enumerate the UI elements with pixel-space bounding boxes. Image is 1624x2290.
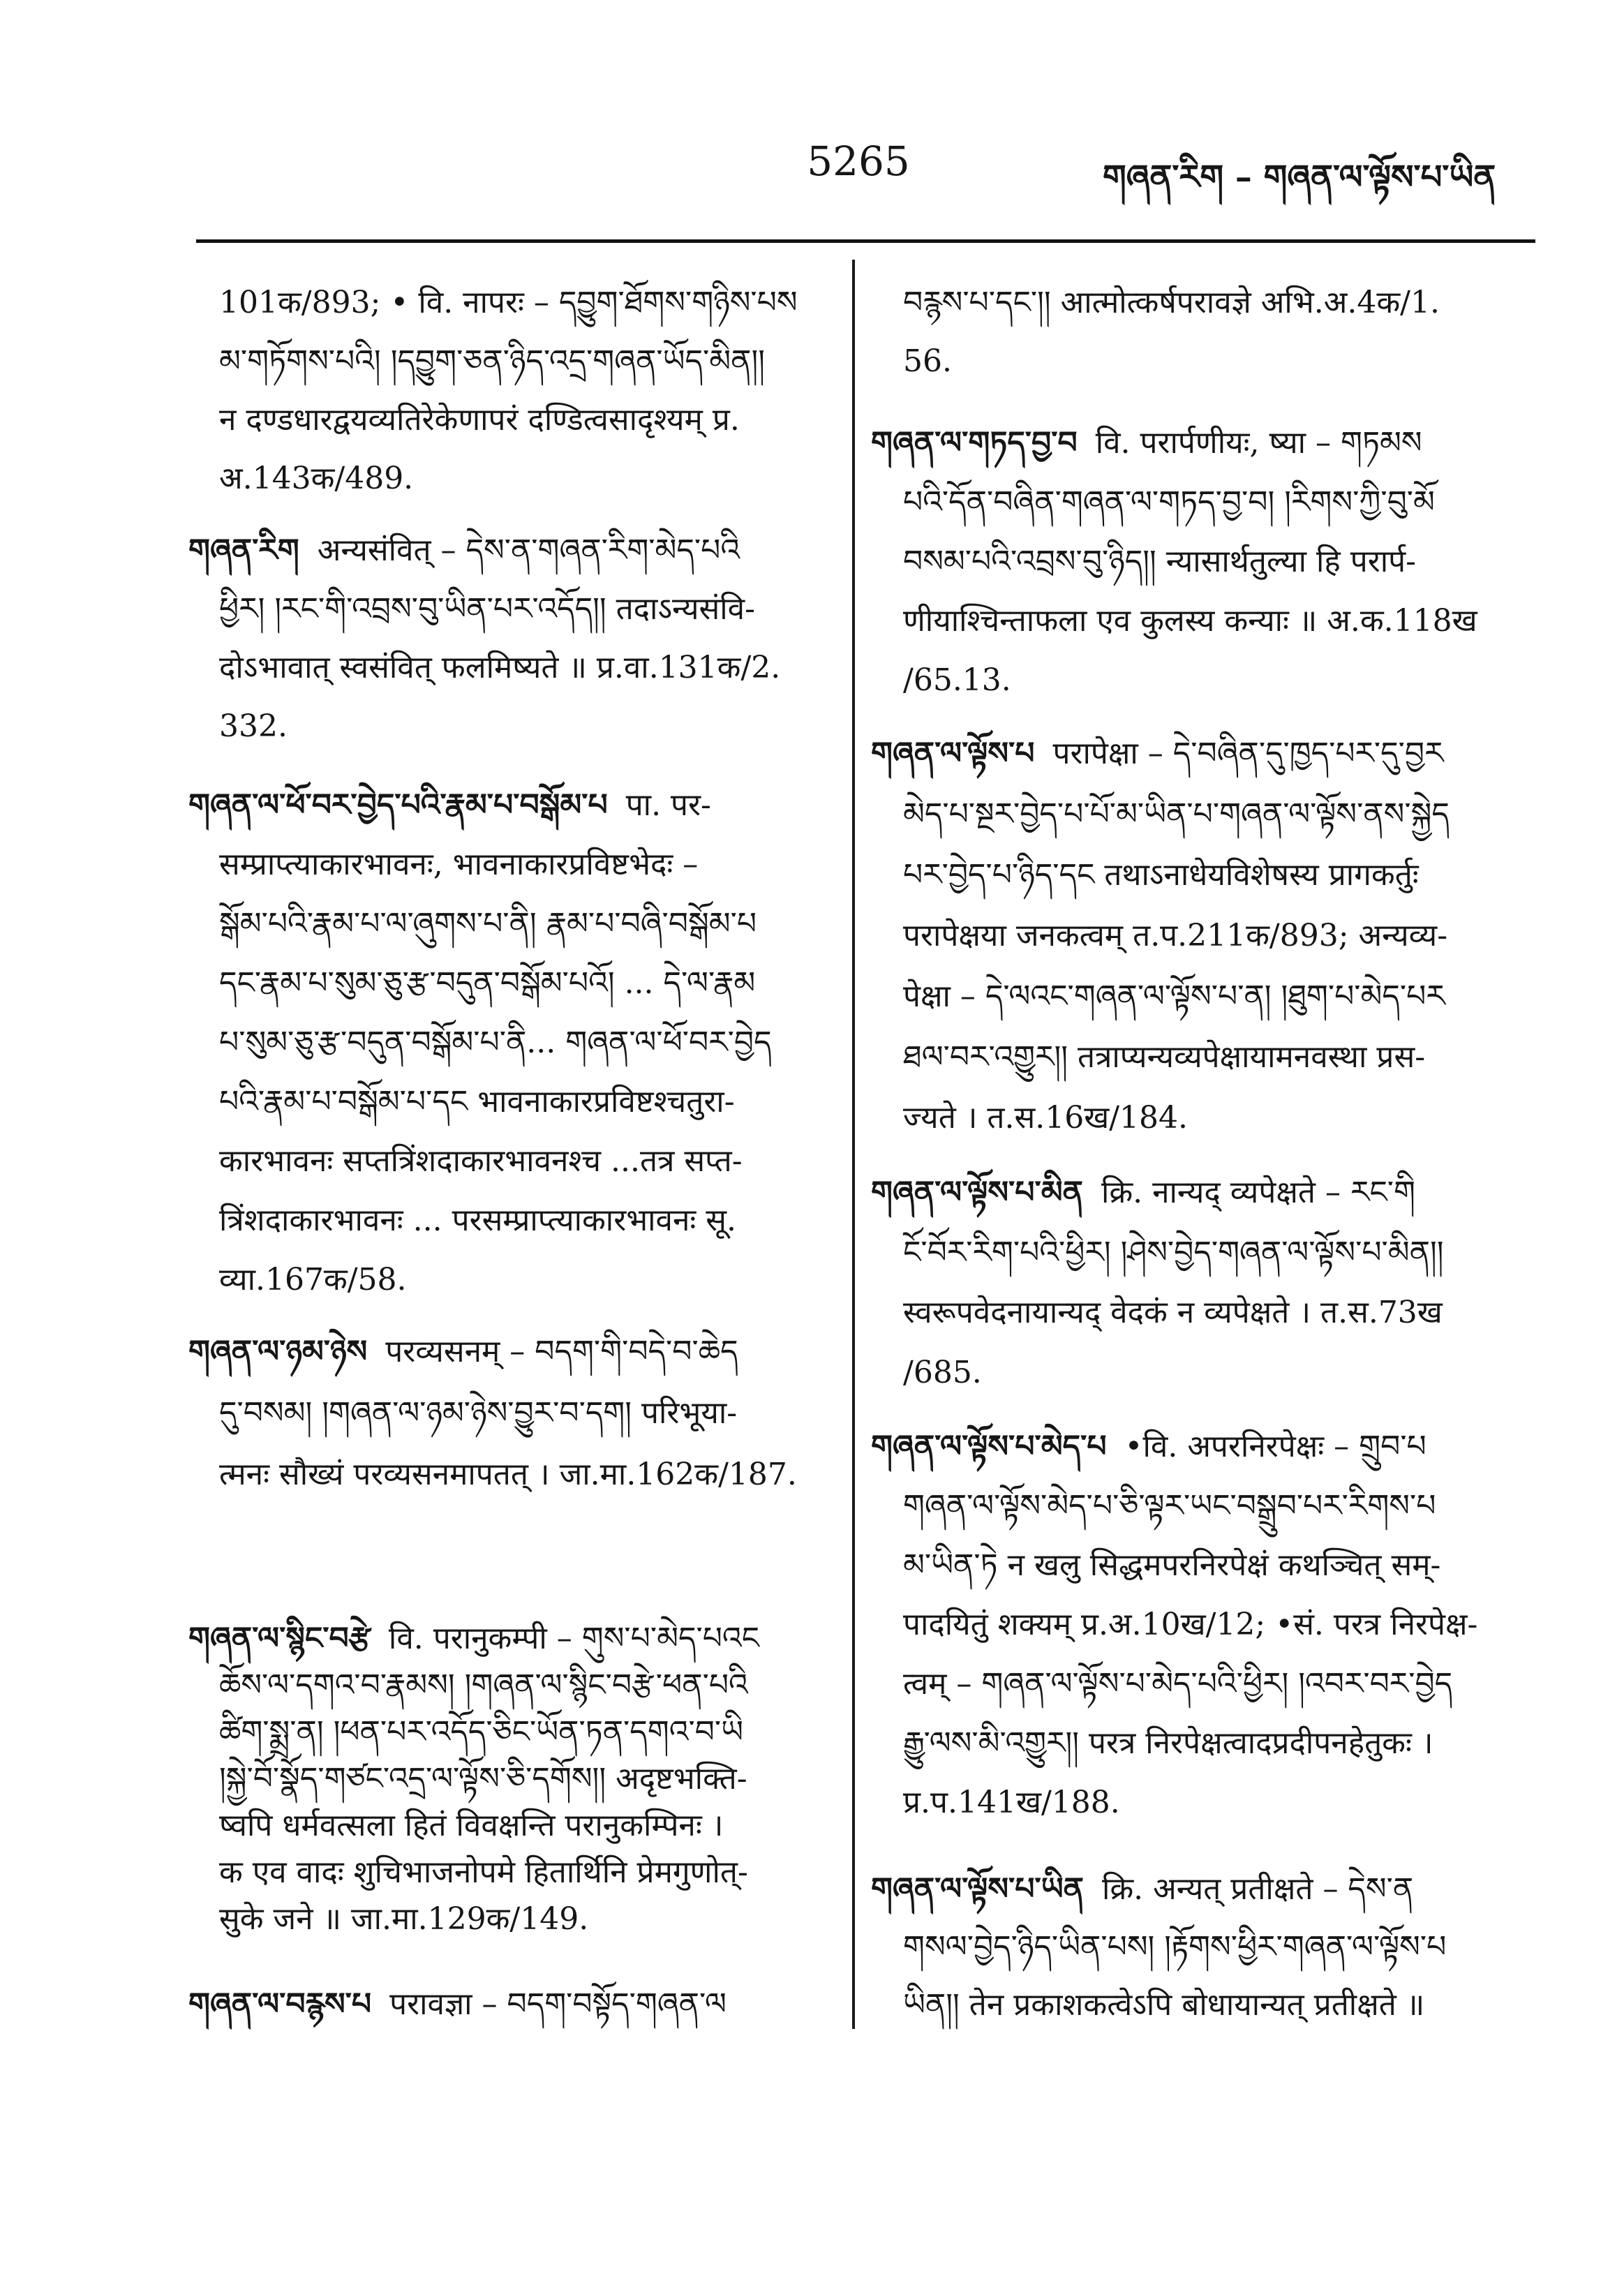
entry-text-line: सुके जने ॥ जा.मा.129क/149.	[219, 1901, 589, 1937]
entry-headword: གཞན་ལ་བརྙས་པ	[188, 1986, 372, 2022]
dictionary-entry	[871, 413, 1535, 710]
entry-text: अन्यसंवित् – དེས་ན་གཞན་རིག་མེད་པའི	[317, 533, 740, 568]
dictionary-entry	[871, 1163, 1535, 1403]
dictionary-entry	[188, 1975, 830, 2034]
entry-text: पा. पर-	[625, 787, 711, 823]
entry-text-line: सम्प्राप्त्याकारभावनः, भावनाकारप्रविष्टभेदः –	[219, 847, 699, 882]
dictionary-entry-continued	[871, 274, 1535, 391]
entry-text-line: ངོ་བོར་རིག་པའི་ཕྱིར། །ཤེས་བྱེད་གཞན་ལ་ལྟོས་པ་མིན།།	[903, 1235, 1444, 1270]
dictionary-entry	[188, 1321, 830, 1505]
entry-text-line: 56.	[903, 343, 952, 379]
entry-headword: གཞན་ལ་ལྟོས་པ	[871, 736, 1035, 771]
entry-text-line: पेक्षा – དེ་ལའང་གཞན་ལ་ལྟོས་པ་ན། །ཐུག་པ་མེད་པར	[903, 979, 1445, 1014]
entry-text-line: པའི་རྣམ་པ་བསྒོམ་པ་དང भावनाकारप्रविष्टश्चतुरा-	[219, 1084, 735, 1120]
dictionary-entry-continued	[188, 274, 830, 508]
entry-text: क्रि. नान्यद् व्यपेक्षते – རང་གི	[1101, 1175, 1415, 1210]
entry-first-line	[188, 1975, 830, 2034]
entry-text-line: གསལ་བྱེད་ཉིད་ཡིན་པས། །རྟོགས་ཕྱིར་གཞན་ལ་ལྟོས་པ	[903, 1929, 1447, 1965]
entry-headword: གཞན་ལ་ལྟོས་པ་ཡིན	[871, 1871, 1084, 1907]
entry-first-line	[871, 1163, 1535, 1223]
entry-text-line: ཆོས་ལ་དགའ་བ་རྣམས། །གཞན་ལ་སྙིང་བརྩེ་ཕན་པའི	[219, 1667, 748, 1703]
entry-text-line: न दण्डधारद्वयव्यतिरेकेणापरं दण्डित्वसादृश्यम् प्र.	[219, 402, 740, 438]
entry-text-line: प्र.प.141ख/188.	[903, 1785, 1120, 1820]
entry-text-line: ष्वपि धर्मवत्सला हितं विवक्षन्ति परानुकम्पिनः ।	[219, 1808, 724, 1843]
page-number: 5265	[807, 137, 910, 185]
entry-headword: གཞན་ལ་ལྟོས་པ་མེད་པ	[871, 1429, 1107, 1464]
entry-text-line: णीयाश्चिन्ताफला एव कुलस्य कन्याः ॥ अ.क.118ख	[903, 603, 1477, 639]
entry-first-line	[188, 1321, 830, 1383]
column-divider	[852, 260, 855, 2029]
entry-text-line: 332.	[219, 708, 288, 744]
entry-text-line: དང་རྣམ་པ་སུམ་ཅུ་རྩ་བདུན་བསྒོམ་པའོ། ... དེ་ལ་རྣམ	[219, 965, 756, 1001]
entry-text-line: /65.13.	[903, 662, 1011, 698]
entry-first-line	[871, 1860, 1535, 1918]
entry-text-line: མ་གཏོགས་པའི། །དབྱུག་ཅན་ཉིད་འདྲ་གཞན་ཡོད་མིན།།	[219, 343, 766, 379]
entry-text-line: त्मनः सौख्यं परव्यसनमापतत् । जा.मा.162क/187.	[219, 1457, 797, 1492]
entry-text-line: अ.143क/489.	[219, 461, 414, 496]
entry-headword: གཞན་ལ་ཕོ་བར་བྱེད་པའི་རྣམ་པ་བསྒོམ་པ	[188, 787, 608, 823]
entry-text-line: མ་ཡིན་ཏེ न खलु सिद्धमपरनिरपेक्षं कथञ्चित् सम्-	[903, 1547, 1441, 1583]
entry-text-line: /685.	[903, 1355, 982, 1390]
entry-text: परावज्ञा – བདག་བསྟོད་གཞན་ལ	[389, 1986, 727, 2022]
entry-first-line	[188, 1615, 830, 1662]
entry-text-line: स्वरूपवेदनायान्यद् वेदकं न व्यपेक्षते । त.स.73ख	[903, 1295, 1443, 1330]
entry-text-line: त्रिंशदाकारभावनः ... परसम्प्राप्त्याकारभावनः सू.	[219, 1203, 737, 1238]
entry-text-line: པའི་དོན་བཞིན་གཞན་ལ་གཏད་བྱ་བ། །རིགས་ཀྱི་བུ་མོ	[903, 484, 1435, 520]
entry-text-line: པར་བྱེད་པ་ཉིད་དང तथाऽनाधेयविशेषस्य प्रागकर्तुः	[903, 857, 1419, 893]
entry-text-line: སྒོམ་པའི་རྣམ་པ་ལ་ཞུགས་པ་ནི། རྣམ་པ་བཞི་བསྒོམ་པ	[219, 906, 757, 942]
entry-headword: གཞན་ལ་གཏད་བྱ་བ	[871, 425, 1078, 461]
entry-headword: གཞན་ལ་སྙིང་བརྩེ	[188, 1621, 371, 1656]
header-rule	[196, 239, 1535, 243]
entry-text-line: दोऽभावात् स्वसंवित् फलमिष्यते ॥ प्र.वा.131क/2.	[219, 650, 781, 685]
entry-text-line: དུ་བསམ། །གཞན་ལ་ཉམ་ཉེས་བྱུར་བ་དག། परिभूया-	[219, 1395, 738, 1431]
entry-text-line: ज्यते । त.स.16ख/184.	[903, 1100, 1188, 1136]
dictionary-entry	[871, 1860, 1535, 2034]
entry-text: वि. परानुकम्पी – གུས་པ་མེད་པའང	[388, 1621, 760, 1656]
entry-first-line	[188, 775, 830, 835]
entry-text-line: पादयितुं शक्यम् प्र.अ.10ख/12; •सं. परत्र निरपेक्ष-	[903, 1607, 1478, 1642]
entry-text-line: ཚིག་སྨྲ་ན། །ཕན་པར་འདོད་ཅིང་ཡོན་ཏན་དགའ་བ་ཡི	[219, 1714, 744, 1750]
entry-headword: གཞན་ལ་ལྟོས་པ་མིན	[871, 1175, 1083, 1210]
entry-text-line: བསམ་པའི་འབྲས་བུ་ཉིད།། न्यासार्थतुल्या हि परार्प-	[903, 544, 1416, 579]
entry-first-line	[871, 1417, 1535, 1476]
entry-text-line: परापेक्षया जनकत्वम् त.प.211क/893; अन्यव्य-	[903, 918, 1448, 953]
entry-text-line: ཡིན།། तेन प्रकाशकत्वेऽपि बोधायान्यत् प्रतीक्षते ॥	[903, 1987, 1425, 2023]
entry-text-line: व्या.167क/58.	[219, 1262, 407, 1298]
entry-text-line: མེད་པ་སྔར་བྱེད་པ་པོ་མ་ཡིན་པ་གཞན་ལ་ལྟོས་ནས་སྐྱེད	[903, 796, 1450, 832]
dictionary-entry	[188, 521, 830, 756]
entry-text-line: གཞན་ལ་ལྟོས་མེད་པ་ཅི་ལྟར་ཡང་བསྒྲུབ་པར་རིགས་པ	[903, 1488, 1436, 1524]
entry-text-line: །སྐྱེ་བོ་སྣོད་གཙང་འདྲ་ལ་ལྟོས་ཅི་དགོས།། अदृष्टभक्ति-	[219, 1761, 747, 1797]
dictionary-entry	[871, 723, 1535, 1148]
entry-headword: གཞན་རིག	[188, 533, 299, 568]
entry-text-line: རྒྱུ་ལས་མི་འགྱུར།། परत्र निरपेक्षत्वादप्रदीपनहेतुकः ।	[903, 1725, 1433, 1761]
entry-text: क्रि. अन्यत् प्रतीक्षते – དེས་ན	[1101, 1871, 1414, 1907]
entry-headword: གཞན་ལ་ཉམ་ཉེས	[188, 1334, 368, 1369]
dictionary-entry	[871, 1417, 1535, 1832]
entry-text-line: ཐལ་བར་འགྱུར།། तत्राप्यन्यव्यपेक्षायामनवस्था प्रस-	[903, 1039, 1426, 1075]
entry-text: परापेक्षा – དེ་བཞིན་དུ་ཁྱད་པར་དུ་བྱར	[1052, 736, 1444, 771]
entry-first-line	[871, 413, 1535, 473]
dictionary-entry	[188, 775, 830, 1309]
entry-text: •वि. अपरनिरपेक्षः – གྲུབ་པ	[1124, 1429, 1426, 1464]
entry-text-line: त्वम् – གཞན་ལ་ལྟོས་པ་མེད་པའི་ཕྱིར། །འབར་བར་བྱེད	[903, 1666, 1453, 1702]
entry-first-line	[188, 521, 830, 580]
entry-text-line: क एव वादः शुचिभाजनोपमे हितार्थिनि प्रेमगुणोत्-	[219, 1854, 748, 1890]
dictionary-entry	[188, 1615, 830, 1942]
entry-text: वि. परार्पणीयः, ष्या – གཏམས	[1095, 425, 1422, 461]
entry-text: परव्यसनम् – བདག་གི་བདེ་བ་ཆེད	[385, 1334, 738, 1369]
entry-text-line: 101क/893; • वि. नापरः – དབྱུག་ཐོགས་གཉིས་པས	[219, 285, 798, 320]
entry-text-line: པ་སུམ་ཅུ་རྩ་བདུན་བསྒོམ་པ་ནི... གཞན་ལ་ཕོ་བར་བྱེད	[219, 1025, 772, 1060]
entry-first-line	[871, 723, 1535, 784]
entry-text-line: ཕྱིར། །རང་གི་འབྲས་བུ་ཡིན་པར་འདོད།། तदाऽन्यसंवि-	[219, 591, 755, 627]
entry-text-line: कारभावनः सप्तत्रिंशदाकारभावनश्च ...तत्र सप्त-	[219, 1143, 743, 1179]
running-head: གཞན་རིག – གཞན་ལ་ལྟོས་པ་ཡིན	[1103, 158, 1496, 197]
entry-text-line: བརྙས་པ་དང་།། आत्मोत्कर्षपरावज्ञे अभि.अ.4क/1.	[903, 285, 1440, 320]
